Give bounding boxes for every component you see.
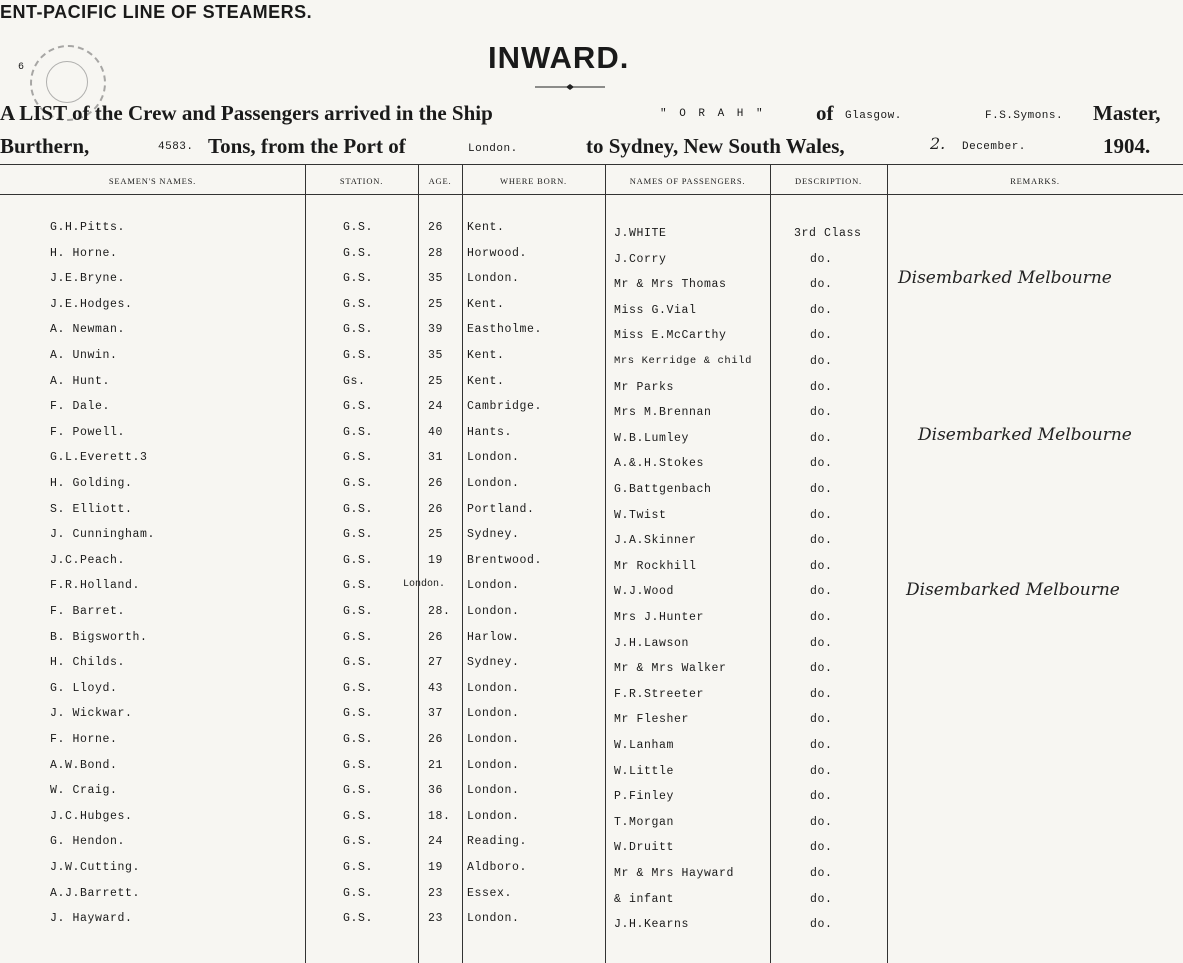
crew-age: 28. xyxy=(428,605,451,618)
crew-name: A.W.Bond. xyxy=(50,758,118,772)
crew-age: 19 xyxy=(428,553,444,567)
crew-birthplace: Aldboro. xyxy=(467,861,528,874)
col-header-born: WHERE BORN. xyxy=(500,176,567,186)
col-header-description: DESCRIPTION. xyxy=(795,176,862,186)
crew-birthplace: Harlow. xyxy=(467,630,520,644)
destination-label: to Sydney, New South Wales, xyxy=(586,134,845,158)
passenger-name: W.B.Lumley xyxy=(614,431,690,445)
crew-station: G.S. xyxy=(343,528,374,542)
col-header-seamen: SEAMEN'S NAMES. xyxy=(108,176,197,186)
crew-birthplace: Essex. xyxy=(467,886,513,900)
passenger-description: do. xyxy=(810,585,833,599)
passenger-description: do. xyxy=(810,252,833,266)
crew-name: W. Craig. xyxy=(50,784,118,798)
passenger-name: G.Battgenbach xyxy=(614,483,712,496)
page-title: INWARD. xyxy=(488,40,630,75)
passenger-name: W.Twist xyxy=(614,508,667,522)
crew-station: G.S. xyxy=(343,400,374,414)
passenger-name: Mr Flesher xyxy=(614,713,690,727)
crew-name: F. Barret. xyxy=(50,605,126,618)
crew-birthplace: London. xyxy=(467,681,520,695)
crew-age: London. xyxy=(403,579,446,591)
crew-birthplace: Kent. xyxy=(467,349,505,362)
tons-value: 4583. xyxy=(158,141,194,153)
passenger-name: J.WHITE xyxy=(614,227,667,240)
crew-name: J.E.Bryne. xyxy=(50,272,126,286)
crew-age: 43 xyxy=(428,681,444,695)
crew-name: H. Horne. xyxy=(50,246,118,260)
crew-age: 35 xyxy=(428,272,444,286)
passenger-description: do. xyxy=(810,406,833,420)
crew-name: A. Newman. xyxy=(50,323,126,337)
crew-age: 26 xyxy=(428,477,444,490)
arrival-day: 2. xyxy=(930,134,946,153)
passenger-name: Mr & Mrs Thomas xyxy=(614,278,727,292)
crew-age: 23 xyxy=(428,886,444,900)
crew-age: 28 xyxy=(428,246,444,260)
crew-age: 24 xyxy=(428,400,444,414)
crew-birthplace: Portland. xyxy=(467,502,535,516)
crew-station: G.S. xyxy=(343,477,374,490)
crew-birthplace: London. xyxy=(467,272,520,286)
crew-station: G.S. xyxy=(343,681,374,695)
crew-station: G.S. xyxy=(343,425,374,439)
passenger-description: do. xyxy=(810,687,833,701)
passenger-description: do. xyxy=(810,380,833,394)
passenger-name: Miss G.Vial xyxy=(614,303,697,317)
crew-birthplace: London. xyxy=(467,707,520,721)
crew-station: G.S. xyxy=(343,758,374,772)
passenger-description: do. xyxy=(810,790,833,804)
remark-disembarked: Disembarked Melbourne xyxy=(918,425,1132,445)
passenger-name: Mr & Mrs Walker xyxy=(614,662,727,676)
crew-station: G.S. xyxy=(343,349,374,362)
crew-birthplace: London. xyxy=(467,758,520,772)
crew-name: G. Lloyd. xyxy=(50,681,118,695)
crew-age: 26 xyxy=(428,630,444,644)
crew-name: J. Wickwar. xyxy=(50,707,133,721)
crew-age: 26 xyxy=(428,221,444,234)
crew-name: J.C.Hubges. xyxy=(50,809,133,823)
passenger-description: do. xyxy=(810,662,833,676)
passenger-description: do. xyxy=(810,611,833,624)
port-of-registry: Glasgow. xyxy=(845,110,902,122)
crew-birthplace: Cambridge. xyxy=(467,400,543,414)
crew-birthplace: Kent. xyxy=(467,297,505,311)
crew-birthplace: Brentwood. xyxy=(467,553,543,567)
crew-name: J. Cunningham. xyxy=(50,528,156,542)
passenger-description: do. xyxy=(810,303,833,317)
master-name: F.S.Symons. xyxy=(985,110,1064,122)
crew-birthplace: Kent. xyxy=(467,374,505,388)
crew-age: 31 xyxy=(428,451,444,465)
passenger-description: do. xyxy=(810,918,833,932)
passenger-name: F.R.Streeter xyxy=(614,687,705,701)
crew-age: 25 xyxy=(428,297,444,311)
passenger-name: T.Morgan xyxy=(614,815,675,829)
crew-station: G.S. xyxy=(343,272,374,286)
passenger-name: W.Little xyxy=(614,764,675,778)
crew-station: G.S. xyxy=(343,809,374,823)
crew-name: J.C.Peach. xyxy=(50,553,126,567)
crew-age: 23 xyxy=(428,912,444,926)
crew-name: G. Hendon. xyxy=(50,835,126,849)
crew-name: J. Hayward. xyxy=(50,912,133,926)
master-label: Master, xyxy=(1093,101,1161,125)
passenger-description: do. xyxy=(810,355,833,368)
passenger-description: do. xyxy=(810,329,833,343)
crew-birthplace: Horwood. xyxy=(467,246,528,260)
crew-station: G.S. xyxy=(343,502,374,516)
crew-station: G.S. xyxy=(343,297,374,311)
crew-birthplace: Kent. xyxy=(467,221,505,234)
line-name: ENT-PACIFIC LINE OF STEAMERS. xyxy=(0,2,313,22)
crew-birthplace: Sydney. xyxy=(467,656,520,670)
crew-station: G.S. xyxy=(343,605,374,618)
column-divider xyxy=(462,164,463,963)
crew-station: G.S. xyxy=(343,553,374,567)
passenger-description: do. xyxy=(810,457,833,471)
passenger-name: Mr Rockhill xyxy=(614,559,697,573)
passenger-name: J.A.Skinner xyxy=(614,534,697,548)
passenger-name: J.Corry xyxy=(614,252,667,266)
table-header-rule xyxy=(0,194,1183,195)
passenger-description: do. xyxy=(810,508,833,522)
passenger-name: A.&.H.Stokes xyxy=(614,457,705,471)
crew-birthplace: London. xyxy=(467,451,520,465)
crew-name: J.E.Hodges. xyxy=(50,297,133,311)
arrival-year: 1904. xyxy=(1103,134,1151,158)
crew-age: 37 xyxy=(428,707,444,721)
passenger-description: do. xyxy=(810,534,833,548)
crew-birthplace: Hants. xyxy=(467,425,513,439)
crew-station: G.S. xyxy=(343,579,374,593)
crew-birthplace: London. xyxy=(467,605,520,618)
crew-age: 18. xyxy=(428,809,451,823)
passenger-description: do. xyxy=(810,815,833,829)
crew-name: G.H.Pitts. xyxy=(50,221,126,234)
crew-age: 25 xyxy=(428,374,444,388)
crew-name: F.R.Holland. xyxy=(50,579,141,593)
column-divider xyxy=(305,164,306,963)
column-divider xyxy=(770,164,771,963)
tons-label: Tons, from the Port of xyxy=(208,134,406,158)
crew-birthplace: London. xyxy=(467,809,520,823)
crew-station: G.S. xyxy=(343,912,374,926)
passenger-name: Mrs M.Brennan xyxy=(614,406,712,420)
crew-station: G.S. xyxy=(343,886,374,900)
passenger-description: 3rd Class xyxy=(794,227,862,240)
crew-birthplace: Eastholme. xyxy=(467,323,543,337)
crew-birthplace: London. xyxy=(467,579,520,593)
ornament-divider xyxy=(535,84,605,90)
column-divider xyxy=(605,164,606,963)
crew-age: 39 xyxy=(428,323,444,337)
crew-station: G.S. xyxy=(343,835,374,849)
passenger-description: do. xyxy=(810,739,833,752)
crew-station: G.S. xyxy=(343,323,374,337)
crew-birthplace: London. xyxy=(467,477,520,490)
passenger-name: J.H.Lawson xyxy=(614,636,690,650)
crew-age: 36 xyxy=(428,784,444,798)
crew-name: A. Unwin. xyxy=(50,349,118,362)
crew-birthplace: Reading. xyxy=(467,835,528,849)
crew-birthplace: London. xyxy=(467,912,520,926)
crew-name: A.J.Barrett. xyxy=(50,886,141,900)
crew-name: F. Powell. xyxy=(50,425,126,439)
crew-station: G.S. xyxy=(343,246,374,260)
burthen-label: Burthern, xyxy=(0,134,90,158)
crew-name: G.L.Everett.3 xyxy=(50,451,148,465)
remark-disembarked: Disembarked Melbourne xyxy=(898,268,1112,288)
crew-station: Gs. xyxy=(343,374,366,388)
passenger-description: do. xyxy=(810,764,833,778)
crew-station: G.S. xyxy=(343,451,374,465)
ship-name: " O R A H " xyxy=(660,108,766,120)
passenger-description: do. xyxy=(810,278,833,292)
crew-birthplace: London. xyxy=(467,733,520,746)
crew-age: 21 xyxy=(428,758,444,772)
crew-age: 24 xyxy=(428,835,444,849)
folio-mark: 6 xyxy=(18,62,25,73)
passenger-name: W.Druitt xyxy=(614,841,675,855)
crew-station: G.S. xyxy=(343,221,374,234)
crew-name: F. Horne. xyxy=(50,733,118,746)
crew-station: G.S. xyxy=(343,733,374,746)
crew-age: 26 xyxy=(428,502,444,516)
passenger-description: do. xyxy=(810,636,833,650)
arrival-month: December. xyxy=(962,141,1026,153)
col-header-remarks: REMARKS. xyxy=(1010,176,1060,186)
passenger-description: do. xyxy=(810,713,833,727)
passenger-description: do. xyxy=(810,431,833,445)
crew-birthplace: London. xyxy=(467,784,520,798)
passenger-name: Mrs J.Hunter xyxy=(614,611,705,624)
crew-age: 25 xyxy=(428,528,444,542)
crew-name: J.W.Cutting. xyxy=(50,861,141,874)
crew-station: G.S. xyxy=(343,861,374,874)
passenger-description: do. xyxy=(810,559,833,573)
crew-name: F. Dale. xyxy=(50,400,111,414)
passenger-name: Mrs Kerridge & child xyxy=(614,355,753,367)
passenger-name: Miss E.McCarthy xyxy=(614,329,727,343)
passenger-description: do. xyxy=(810,892,833,906)
passenger-name: W.Lanham xyxy=(614,739,675,752)
crew-birthplace: Sydney. xyxy=(467,528,520,542)
crew-name: B. Bigsworth. xyxy=(50,630,148,644)
crew-age: 27 xyxy=(428,656,444,670)
col-header-station: STATION. xyxy=(339,176,384,186)
passenger-description: do. xyxy=(810,483,833,496)
passenger-name: Mr Parks xyxy=(614,380,675,394)
passenger-description: do. xyxy=(810,867,833,880)
remark-disembarked: Disembarked Melbourne xyxy=(906,580,1120,600)
passenger-description: do. xyxy=(810,841,833,855)
crew-name: H. Golding. xyxy=(50,477,133,490)
passenger-name: Mr & Mrs Hayward xyxy=(614,867,735,880)
crew-age: 35 xyxy=(428,349,444,362)
crew-name: S. Elliott. xyxy=(50,502,133,516)
passenger-name: W.J.Wood xyxy=(614,585,675,599)
col-header-passengers: NAMES OF PASSENGERS. xyxy=(629,176,746,186)
crew-age: 26 xyxy=(428,733,444,746)
table-top-rule xyxy=(0,164,1183,165)
passenger-name: P.Finley xyxy=(614,790,675,804)
crew-station: G.S. xyxy=(343,656,374,670)
crew-station: G.S. xyxy=(343,784,374,798)
crew-age: 19 xyxy=(428,861,444,874)
col-header-age: AGE. xyxy=(428,176,452,186)
column-divider xyxy=(887,164,888,963)
crew-name: H. Childs. xyxy=(50,656,126,670)
passenger-name: & infant xyxy=(614,892,675,906)
crew-age: 40 xyxy=(428,425,444,439)
list-prefix: A LIST of the Crew and Passengers arrived in the Ship xyxy=(0,101,493,125)
crew-station: G.S. xyxy=(343,630,374,644)
of-label: of xyxy=(816,101,834,125)
passenger-name: J.H.Kearns xyxy=(614,918,690,932)
from-port: London. xyxy=(468,143,518,155)
crew-station: G.S. xyxy=(343,707,374,721)
column-divider xyxy=(418,164,419,963)
crew-name: A. Hunt. xyxy=(50,374,111,388)
